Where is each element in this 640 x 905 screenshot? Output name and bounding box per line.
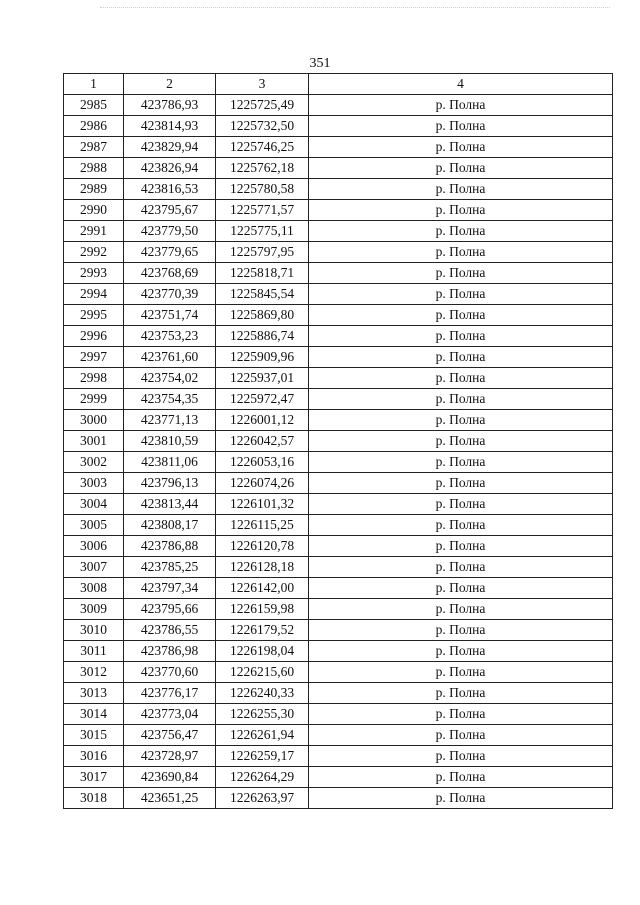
table-row <box>64 725 613 746</box>
table-row <box>64 641 613 662</box>
y-coordinate-cell: 1225818,71 <box>216 263 309 284</box>
y-coordinate-cell: 1226159,98 <box>216 599 309 620</box>
table-row <box>64 137 613 158</box>
table-row <box>64 410 613 431</box>
y-coordinate-cell: 1226255,30 <box>216 704 309 725</box>
description-cell: р. Полна <box>309 662 613 683</box>
coordinates-table <box>63 73 613 809</box>
x-coordinate-cell: 423814,93 <box>124 116 216 137</box>
description-cell: р. Полна <box>309 326 613 347</box>
point-number-cell: 3006 <box>64 536 124 557</box>
point-number-cell: 2990 <box>64 200 124 221</box>
point-number-cell: 2988 <box>64 158 124 179</box>
table-row <box>64 620 613 641</box>
table-row <box>64 221 613 242</box>
table-row <box>64 158 613 179</box>
y-coordinate-cell: 1225780,58 <box>216 179 309 200</box>
x-coordinate-cell: 423690,84 <box>124 767 216 788</box>
point-number-cell: 2986 <box>64 116 124 137</box>
point-number-cell: 3008 <box>64 578 124 599</box>
y-coordinate-cell: 1226259,17 <box>216 746 309 767</box>
x-coordinate-cell: 423754,02 <box>124 368 216 389</box>
y-coordinate-cell: 1226261,94 <box>216 725 309 746</box>
header-row <box>64 74 613 95</box>
point-number-cell: 2998 <box>64 368 124 389</box>
table-row <box>64 767 613 788</box>
table-row <box>64 578 613 599</box>
point-number-cell: 3005 <box>64 515 124 536</box>
x-coordinate-cell: 423785,25 <box>124 557 216 578</box>
point-number-cell: 3007 <box>64 557 124 578</box>
x-coordinate-cell: 423651,25 <box>124 788 216 809</box>
y-coordinate-cell: 1225972,47 <box>216 389 309 410</box>
y-coordinate-cell: 1226053,16 <box>216 452 309 473</box>
table-row <box>64 242 613 263</box>
x-coordinate-cell: 423810,59 <box>124 431 216 452</box>
description-cell: р. Полна <box>309 557 613 578</box>
y-coordinate-cell: 1226001,12 <box>216 410 309 431</box>
table-row <box>64 347 613 368</box>
y-coordinate-cell: 1226264,29 <box>216 767 309 788</box>
y-coordinate-cell: 1226074,26 <box>216 473 309 494</box>
x-coordinate-cell: 423779,65 <box>124 242 216 263</box>
point-number-cell: 3002 <box>64 452 124 473</box>
x-coordinate-cell: 423808,17 <box>124 515 216 536</box>
description-cell: р. Полна <box>309 137 613 158</box>
y-coordinate-cell: 1226215,60 <box>216 662 309 683</box>
table-row <box>64 599 613 620</box>
description-cell: р. Полна <box>309 221 613 242</box>
description-cell: р. Полна <box>309 746 613 767</box>
x-coordinate-cell: 423816,53 <box>124 179 216 200</box>
table-row <box>64 284 613 305</box>
point-number-cell: 2995 <box>64 305 124 326</box>
point-number-cell: 2985 <box>64 95 124 116</box>
y-coordinate-cell: 1226115,25 <box>216 515 309 536</box>
table-row <box>64 662 613 683</box>
table-row <box>64 431 613 452</box>
description-cell: р. Полна <box>309 410 613 431</box>
x-coordinate-cell: 423768,69 <box>124 263 216 284</box>
description-cell: р. Полна <box>309 389 613 410</box>
table-row <box>64 263 613 284</box>
y-coordinate-cell: 1226042,57 <box>216 431 309 452</box>
point-number-cell: 2999 <box>64 389 124 410</box>
point-number-cell: 3015 <box>64 725 124 746</box>
page-number: 351 <box>309 56 331 71</box>
point-number-cell: 3000 <box>64 410 124 431</box>
description-cell: р. Полна <box>309 347 613 368</box>
description-cell: р. Полна <box>309 683 613 704</box>
description-cell: р. Полна <box>309 368 613 389</box>
point-number-cell: 3010 <box>64 620 124 641</box>
table-row <box>64 452 613 473</box>
point-number-cell: 3011 <box>64 641 124 662</box>
description-cell: р. Полна <box>309 431 613 452</box>
table-row <box>64 788 613 809</box>
x-coordinate-cell: 423771,13 <box>124 410 216 431</box>
table-row <box>64 494 613 515</box>
x-coordinate-cell: 423761,60 <box>124 347 216 368</box>
x-coordinate-cell: 423813,44 <box>124 494 216 515</box>
table-row <box>64 515 613 536</box>
table-row <box>64 326 613 347</box>
y-coordinate-cell: 1225775,11 <box>216 221 309 242</box>
description-cell: р. Полна <box>309 179 613 200</box>
y-coordinate-cell: 1225746,25 <box>216 137 309 158</box>
table-row <box>64 473 613 494</box>
table-row <box>64 305 613 326</box>
point-number-cell: 2989 <box>64 179 124 200</box>
description-cell: р. Полна <box>309 116 613 137</box>
description-cell: р. Полна <box>309 578 613 599</box>
y-coordinate-cell: 1225762,18 <box>216 158 309 179</box>
point-number-cell: 3013 <box>64 683 124 704</box>
y-coordinate-cell: 1226128,18 <box>216 557 309 578</box>
point-number-cell: 2994 <box>64 284 124 305</box>
description-cell: р. Полна <box>309 725 613 746</box>
table-row <box>64 389 613 410</box>
point-number-cell: 2993 <box>64 263 124 284</box>
y-coordinate-cell: 1226142,00 <box>216 578 309 599</box>
point-number-cell: 2996 <box>64 326 124 347</box>
x-coordinate-cell: 423826,94 <box>124 158 216 179</box>
y-coordinate-cell: 1225937,01 <box>216 368 309 389</box>
y-coordinate-cell: 1225732,50 <box>216 116 309 137</box>
description-cell: р. Полна <box>309 158 613 179</box>
x-coordinate-cell: 423754,35 <box>124 389 216 410</box>
x-coordinate-cell: 423770,60 <box>124 662 216 683</box>
table-row <box>64 536 613 557</box>
description-cell: р. Полна <box>309 284 613 305</box>
x-coordinate-cell: 423786,88 <box>124 536 216 557</box>
description-cell: р. Полна <box>309 704 613 725</box>
x-coordinate-cell: 423770,39 <box>124 284 216 305</box>
x-coordinate-cell: 423797,34 <box>124 578 216 599</box>
table-body <box>64 95 613 809</box>
table-row <box>64 704 613 725</box>
point-number-cell: 3017 <box>64 767 124 788</box>
y-coordinate-cell: 1225886,74 <box>216 326 309 347</box>
table-row <box>64 683 613 704</box>
description-cell: р. Полна <box>309 641 613 662</box>
point-number-cell: 3018 <box>64 788 124 809</box>
description-cell: р. Полна <box>309 494 613 515</box>
point-number-cell: 3009 <box>64 599 124 620</box>
description-cell: р. Полна <box>309 200 613 221</box>
column-header-2: 2 <box>124 74 216 95</box>
x-coordinate-cell: 423776,17 <box>124 683 216 704</box>
x-coordinate-cell: 423795,67 <box>124 200 216 221</box>
table-row <box>64 746 613 767</box>
x-coordinate-cell: 423773,04 <box>124 704 216 725</box>
x-coordinate-cell: 423796,13 <box>124 473 216 494</box>
table-row <box>64 95 613 116</box>
point-number-cell: 3016 <box>64 746 124 767</box>
point-number-cell: 2992 <box>64 242 124 263</box>
description-cell: р. Полна <box>309 536 613 557</box>
y-coordinate-cell: 1225771,57 <box>216 200 309 221</box>
description-cell: р. Полна <box>309 599 613 620</box>
y-coordinate-cell: 1226263,97 <box>216 788 309 809</box>
column-header-4: 4 <box>309 74 613 95</box>
table-row <box>64 200 613 221</box>
point-number-cell: 3012 <box>64 662 124 683</box>
description-cell: р. Полна <box>309 515 613 536</box>
column-header-3: 3 <box>216 74 309 95</box>
table-header <box>64 74 613 95</box>
y-coordinate-cell: 1226198,04 <box>216 641 309 662</box>
description-cell: р. Полна <box>309 620 613 641</box>
description-cell: р. Полна <box>309 242 613 263</box>
description-cell: р. Полна <box>309 95 613 116</box>
x-coordinate-cell: 423779,50 <box>124 221 216 242</box>
column-header-1: 1 <box>64 74 124 95</box>
x-coordinate-cell: 423786,93 <box>124 95 216 116</box>
x-coordinate-cell: 423786,98 <box>124 641 216 662</box>
y-coordinate-cell: 1225869,80 <box>216 305 309 326</box>
point-number-cell: 3003 <box>64 473 124 494</box>
point-number-cell: 2997 <box>64 347 124 368</box>
y-coordinate-cell: 1226101,32 <box>216 494 309 515</box>
description-cell: р. Полна <box>309 452 613 473</box>
y-coordinate-cell: 1226240,33 <box>216 683 309 704</box>
description-cell: р. Полна <box>309 788 613 809</box>
table-row <box>64 179 613 200</box>
point-number-cell: 3004 <box>64 494 124 515</box>
y-coordinate-cell: 1226120,78 <box>216 536 309 557</box>
x-coordinate-cell: 423786,55 <box>124 620 216 641</box>
x-coordinate-cell: 423751,74 <box>124 305 216 326</box>
x-coordinate-cell: 423756,47 <box>124 725 216 746</box>
description-cell: р. Полна <box>309 305 613 326</box>
description-cell: р. Полна <box>309 767 613 788</box>
x-coordinate-cell: 423811,06 <box>124 452 216 473</box>
scan-artifact-line <box>100 7 610 9</box>
y-coordinate-cell: 1225797,95 <box>216 242 309 263</box>
table-row <box>64 557 613 578</box>
x-coordinate-cell: 423795,66 <box>124 599 216 620</box>
x-coordinate-cell: 423829,94 <box>124 137 216 158</box>
point-number-cell: 3014 <box>64 704 124 725</box>
y-coordinate-cell: 1225845,54 <box>216 284 309 305</box>
y-coordinate-cell: 1226179,52 <box>216 620 309 641</box>
table-row <box>64 116 613 137</box>
description-cell: р. Полна <box>309 263 613 284</box>
point-number-cell: 2991 <box>64 221 124 242</box>
y-coordinate-cell: 1225909,96 <box>216 347 309 368</box>
point-number-cell: 3001 <box>64 431 124 452</box>
y-coordinate-cell: 1225725,49 <box>216 95 309 116</box>
table-row <box>64 368 613 389</box>
x-coordinate-cell: 423753,23 <box>124 326 216 347</box>
point-number-cell: 2987 <box>64 137 124 158</box>
description-cell: р. Полна <box>309 473 613 494</box>
x-coordinate-cell: 423728,97 <box>124 746 216 767</box>
